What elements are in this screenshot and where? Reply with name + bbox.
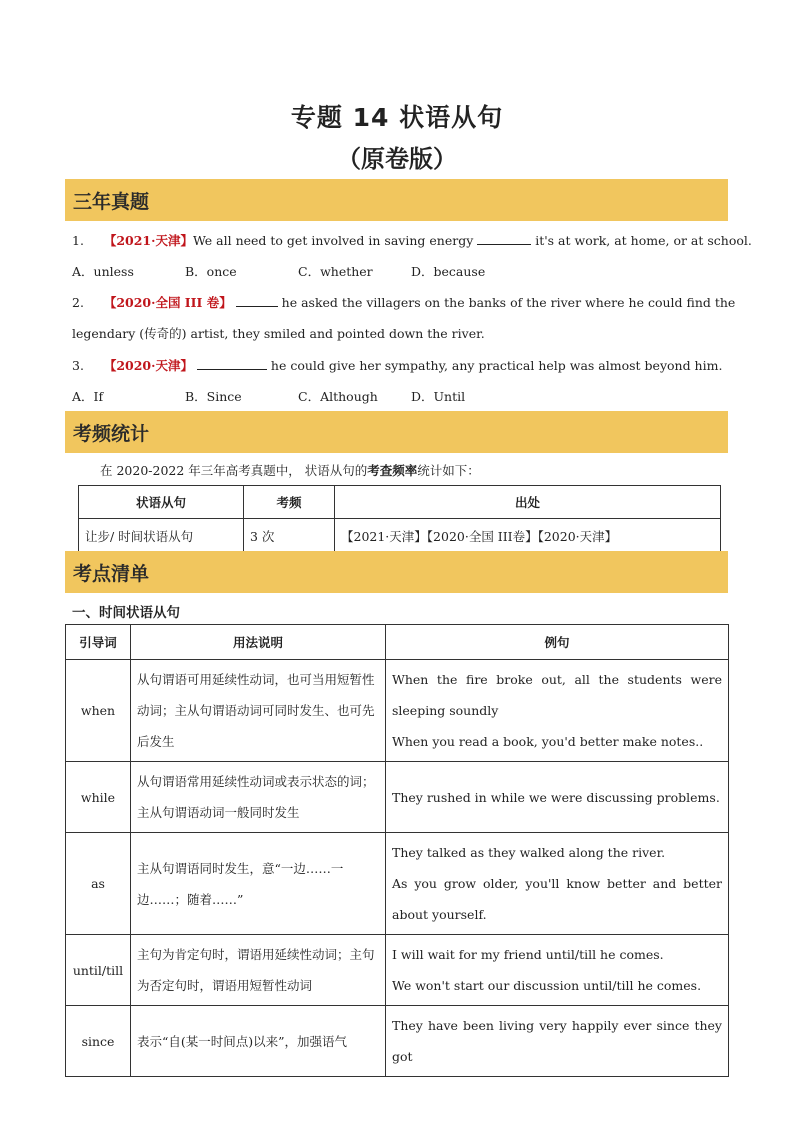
option-b: B．Since [185, 389, 242, 404]
table-row [66, 935, 729, 1006]
conjunction-cell: as [66, 833, 131, 935]
header-cell: 用法说明 [131, 625, 386, 660]
answer-blank [477, 234, 531, 245]
usage-cell: 从句谓语常用延续性动词或表示状态的词；主从句谓语动词一般同时发生 [131, 762, 386, 833]
header-cell: 状语从句 [79, 486, 244, 519]
table-row [79, 519, 721, 553]
option-d: D．because [411, 264, 486, 279]
example-sentence: I will wait for my friend until/till he comes. [392, 947, 664, 962]
table-row [66, 762, 729, 833]
question-number: 3. [72, 358, 84, 373]
subheading: 一、时间状语从句 [72, 605, 180, 621]
header-cell: 出处 [335, 486, 721, 519]
section-band-frequency [65, 411, 728, 453]
question-text-after: he asked the villagers on the banks of the river where he could find the [277, 295, 736, 310]
page-title: 专题 14 状语从句 [290, 103, 504, 132]
section-band-key-points [65, 551, 728, 593]
example-cell [386, 660, 729, 762]
option-b: B．once [185, 264, 237, 279]
time-clause-table [65, 624, 729, 1077]
option-d: D．Until [411, 389, 466, 404]
frequency-table [78, 485, 721, 553]
page-subtitle: （原卷版） [337, 145, 457, 173]
example-sentence: We won't start our discussion until/till he comes. [392, 978, 702, 993]
example-sentence: As you grow older, you'll know better and better about yourself. [392, 876, 722, 922]
question-text-after: he could give her sympathy, any practical help was almost beyond him. [266, 358, 723, 373]
question-text-before: We all need to get involved in saving energy [192, 233, 478, 248]
table-cell: 3 次 [244, 519, 335, 553]
question-text-after: it's at work, at home, or at school. [531, 233, 752, 248]
example-sentence: They have been living very happily ever since they got [392, 1018, 722, 1064]
table-row [66, 660, 729, 762]
source-tag: 【2021·天津】 [103, 233, 193, 248]
intro-text-end: 统计如下： [417, 463, 480, 478]
table-cell: 让步/ 时间状语从句 [79, 519, 244, 553]
question-2-continued: legendary (传奇的) artist, they smiled and pointed down the river. [72, 326, 485, 341]
section-title: 考频统计 [73, 422, 150, 445]
usage-cell: 主句为肯定句时，谓语用延续性动词；主句为否定句时，谓语用短暂性动词 [131, 935, 386, 1006]
intro-bold: 考查频率 [367, 463, 418, 478]
table-row [66, 1006, 729, 1077]
stats-intro [100, 461, 480, 479]
question-3-options [72, 387, 524, 405]
header-cell: 考频 [244, 486, 335, 519]
usage-cell: 主从句谓语同时发生，意“一边……一边……；随着……” [131, 833, 386, 935]
example-sentence: When the fire broke out, all the students were sleeping soundly [392, 672, 722, 718]
option-c: C．whether [298, 264, 373, 279]
usage-cell: 表示“自(某一时间点)以来”，加强语气 [131, 1006, 386, 1077]
example-sentence: When you read a book, you'd better make notes.. [392, 734, 704, 749]
intro-text: 在 2020-2022 年三年高考真题中， 状语从句的 [100, 463, 368, 478]
option-a: A．unless [72, 264, 134, 279]
section-title: 考点清单 [73, 562, 150, 585]
answer-blank [236, 296, 278, 307]
conjunction-cell: since [66, 1006, 131, 1077]
example-cell [386, 762, 729, 833]
example-cell [386, 935, 729, 1006]
question-number: 2. [72, 295, 84, 310]
answer-blank [197, 359, 267, 370]
example-cell [386, 1006, 729, 1077]
section-band-past-exams [65, 179, 728, 221]
table-cell: 【2021·天津】【2020·全国 III卷】【2020·天津】 [335, 519, 721, 553]
usage-cell: 从句谓语可用延续性动词，也可当用短暂性动词；主从句谓语动词可同时发生、也可先后发生 [131, 660, 386, 762]
question-3 [72, 356, 722, 374]
table-header-row [66, 625, 729, 660]
option-c: C．Although [298, 389, 378, 404]
source-tag: 【2020·天津】 [103, 358, 193, 373]
example-sentence: They talked as they walked along the river. [392, 845, 666, 860]
question-1-options [72, 262, 524, 280]
table-header-row [79, 486, 721, 519]
section-title: 三年真题 [73, 190, 150, 213]
option-a: A．If [72, 389, 104, 404]
conjunction-cell: until/till [66, 935, 131, 1006]
question-2 [72, 293, 735, 311]
conjunction-cell: while [66, 762, 131, 833]
example-cell [386, 833, 729, 935]
source-tag: 【2020·全国 III 卷】 [103, 295, 232, 310]
table-row [66, 833, 729, 935]
header-cell: 例句 [386, 625, 729, 660]
question-number: 1. [72, 233, 84, 248]
header-cell: 引导词 [66, 625, 131, 660]
conjunction-cell: when [66, 660, 131, 762]
question-1 [72, 231, 752, 249]
example-sentence: They rushed in while we were discussing problems. [392, 789, 720, 805]
